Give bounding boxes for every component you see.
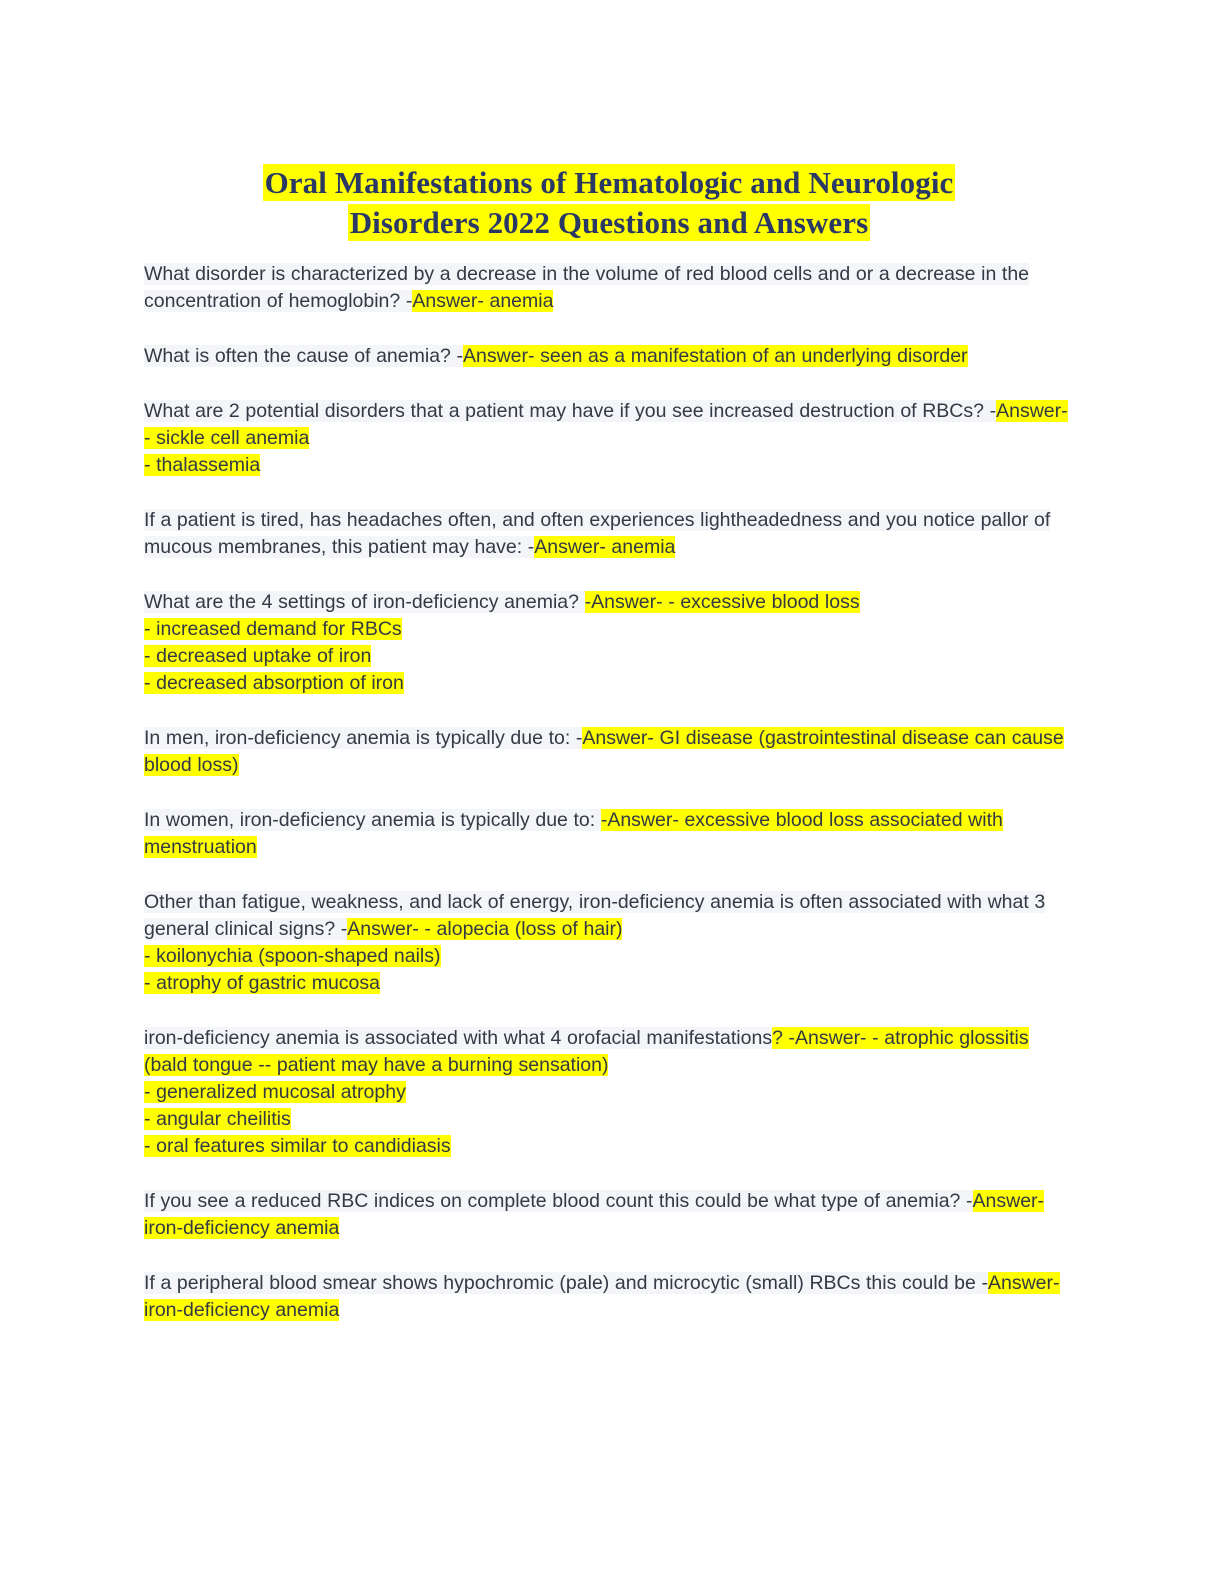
answer-text: Answer- iron-deficiency anemia: [144, 1190, 1045, 1239]
page-title: [144, 163, 1074, 243]
question-text: In men, iron-deficiency anemia is typically due to: -: [144, 727, 583, 749]
question-text: What is often the cause of anemia? -: [144, 345, 463, 367]
qa-block: [144, 343, 1074, 370]
question-text: What disorder is characterized by a decrease in the volume of red blood cells and or a decrease in the concentration of hemoglobin? -: [144, 263, 1030, 312]
page-title-line-1: Oral Manifestations of Hematologic and Neurologic: [264, 165, 954, 200]
answer-extra-line: - atrophy of gastric mucosa: [144, 972, 380, 994]
answer-text: -Answer- excessive blood loss associated with menstruation: [144, 809, 1003, 858]
answer-text: -Answer- - excessive blood loss: [584, 591, 860, 613]
answer-extra-line: - oral features similar to candidiasis: [144, 1135, 451, 1157]
qa-block: [144, 1188, 1074, 1242]
answer-text: Answer- - sickle cell anemia: [144, 400, 1068, 449]
qa-block: [144, 261, 1074, 315]
answer-text: Answer- anemia: [412, 290, 554, 312]
qa-block: [144, 1025, 1074, 1160]
page-title-line-2: Disorders 2022 Questions and Answers: [349, 205, 869, 240]
document-content: [144, 163, 1074, 1324]
question-text: In women, iron-deficiency anemia is typically due to:: [144, 809, 601, 831]
question-text: iron-deficiency anemia is associated with what 4 orofacial manifestations: [144, 1027, 773, 1049]
qa-block: [144, 889, 1074, 997]
qa-block: [144, 1270, 1074, 1324]
question-text: What are 2 potential disorders that a patient may have if you see increased destruction of RBCs? -: [144, 400, 997, 422]
answer-extra-line: - increased demand for RBCs: [144, 618, 402, 640]
question-text: If a patient is tired, has headaches often, and often experiences lightheadedness and you notice pallor of mucous membranes, this patient may have: -: [144, 509, 1051, 558]
answer-extra-line: - decreased absorption of iron: [144, 672, 404, 694]
question-text: What are the 4 settings of iron-deficiency anemia?: [144, 591, 585, 613]
answer-text: Answer- seen as a manifestation of an underlying disorder: [463, 345, 968, 367]
answer-extra-line: - thalassemia: [144, 454, 261, 476]
answer-text: Answer- GI disease (gastrointestinal disease can cause blood loss): [144, 727, 1064, 776]
qa-block: [144, 807, 1074, 861]
answer-extra-line: - decreased uptake of iron: [144, 645, 372, 667]
qa-block: [144, 398, 1074, 479]
answer-text: Answer- anemia: [534, 536, 676, 558]
question-text: Other than fatigue, weakness, and lack of energy, iron-deficiency anemia is often associated with what 3 general clinical signs? -: [144, 891, 1046, 940]
answer-extra-line: - koilonychia (spoon-shaped nails): [144, 945, 441, 967]
question-text: If you see a reduced RBC indices on complete blood count this could be what type of anemia? -: [144, 1190, 973, 1212]
answer-extra-line: - generalized mucosal atrophy: [144, 1081, 406, 1103]
question-text: If a peripheral blood smear shows hypochromic (pale) and microcytic (small) RBCs this could be -: [144, 1272, 988, 1294]
qa-block: [144, 725, 1074, 779]
answer-text: Answer- - alopecia (loss of hair): [347, 918, 623, 940]
qa-block: [144, 507, 1074, 561]
answer-extra-line: - angular cheilitis: [144, 1108, 291, 1130]
answer-text: Answer- iron-deficiency anemia: [144, 1272, 1060, 1321]
answer-text: ? -Answer- - atrophic glossitis (bald tongue -- patient may have a burning sensation): [144, 1027, 1029, 1076]
qa-block: [144, 589, 1074, 697]
